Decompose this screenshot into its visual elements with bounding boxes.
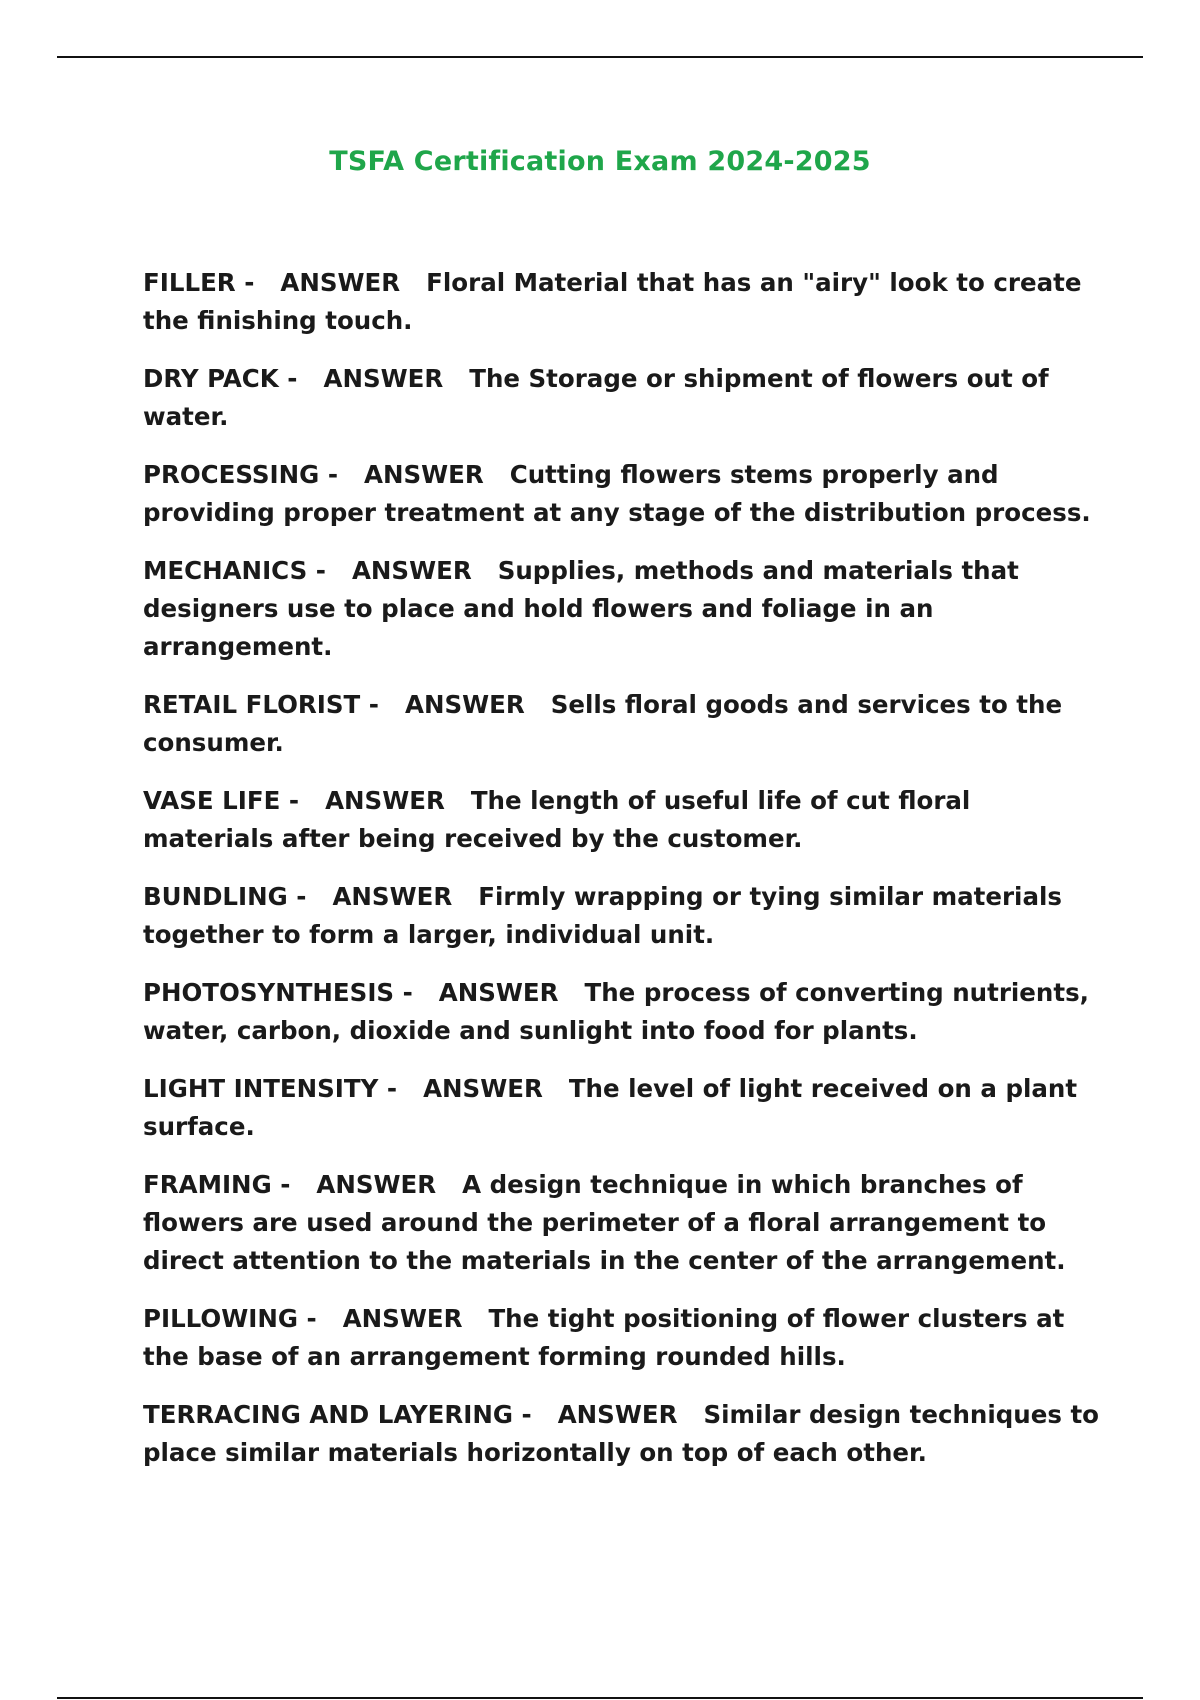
entry-answer-label: ANSWER xyxy=(404,690,525,719)
entry-definition: A design technique in which branches of flowers are used around the perimeter of a floral arrangement to direct attention to the materials in the center of the arrangement. xyxy=(143,1170,1066,1275)
flashcard-entry xyxy=(143,1300,1103,1376)
entry-definition: The process of converting nutrients, water, carbon, dioxide and sunlight into food for plants. xyxy=(143,978,1089,1045)
entry-definition: Supplies, methods and materials that designers use to place and hold flowers and foliage in an arrangement. xyxy=(143,556,1019,661)
flashcard-entry xyxy=(143,1166,1103,1280)
flashcard-entry xyxy=(143,456,1103,532)
entry-definition: Floral Material that has an "airy" look to create the finishing touch. xyxy=(143,268,1082,335)
entry-answer-label: ANSWER xyxy=(342,1304,463,1333)
page-title: TSFA Certification Exam 2024-2025 xyxy=(329,146,871,177)
entry-definition: Cutting flowers stems properly and providing proper treatment at any stage of the distribution process. xyxy=(143,460,1091,527)
flashcard-list xyxy=(143,264,1103,1492)
entry-answer-label: ANSWER xyxy=(557,1400,678,1429)
entry-definition: Similar design techniques to place similar materials horizontally on top of each other. xyxy=(143,1400,1100,1467)
entry-term: BUNDLING - xyxy=(143,882,306,911)
entry-definition: The length of useful life of cut floral materials after being received by the customer. xyxy=(143,786,971,853)
flashcard-entry xyxy=(143,360,1103,436)
flashcard-entry xyxy=(143,1396,1103,1472)
entry-definition: Sells floral goods and services to the consumer. xyxy=(143,690,1063,757)
entry-answer-label: ANSWER xyxy=(351,556,472,585)
entry-term: DRY PACK - xyxy=(143,364,297,393)
entry-answer-label: ANSWER xyxy=(323,364,444,393)
flashcard-entry xyxy=(143,1070,1103,1146)
bottom-divider xyxy=(57,1697,1143,1699)
entry-term: VASE LIFE - xyxy=(143,786,299,815)
entry-answer-label: ANSWER xyxy=(325,786,445,815)
entry-term: LIGHT INTENSITY - xyxy=(143,1074,397,1103)
flashcard-entry xyxy=(143,782,1103,858)
entry-term: PHOTOSYNTHESIS - xyxy=(143,978,413,1007)
entry-answer-label: ANSWER xyxy=(332,882,453,911)
entry-answer-label: ANSWER xyxy=(423,1074,543,1103)
entry-answer-label: ANSWER xyxy=(280,268,401,297)
entry-answer-label: ANSWER xyxy=(364,460,484,489)
flashcard-entry xyxy=(143,552,1103,666)
flashcard-entry xyxy=(143,974,1103,1050)
flashcard-entry xyxy=(143,686,1103,762)
entry-definition: The Storage or shipment of flowers out of water. xyxy=(143,364,1049,431)
entry-term: RETAIL FLORIST - xyxy=(143,690,379,719)
entry-term: MECHANICS - xyxy=(143,556,326,585)
entry-term: FRAMING - xyxy=(143,1170,290,1199)
entry-term: FILLER - xyxy=(143,268,254,297)
entry-term: PROCESSING - xyxy=(143,460,338,489)
entry-answer-label: ANSWER xyxy=(438,978,559,1007)
top-divider xyxy=(57,56,1143,58)
entry-answer-label: ANSWER xyxy=(316,1170,437,1199)
entry-definition: The tight positioning of flower clusters at the base of an arrangement forming rounded hills. xyxy=(143,1304,1065,1371)
flashcard-entry xyxy=(143,878,1103,954)
entry-definition: The level of light received on a plant surface. xyxy=(143,1074,1078,1141)
entry-term: TERRACING AND LAYERING - xyxy=(143,1400,532,1429)
entry-definition: Firmly wrapping or tying similar materials together to form a larger, individual unit. xyxy=(143,882,1062,949)
entry-term: PILLOWING - xyxy=(143,1304,317,1333)
flashcard-entry xyxy=(143,264,1103,340)
